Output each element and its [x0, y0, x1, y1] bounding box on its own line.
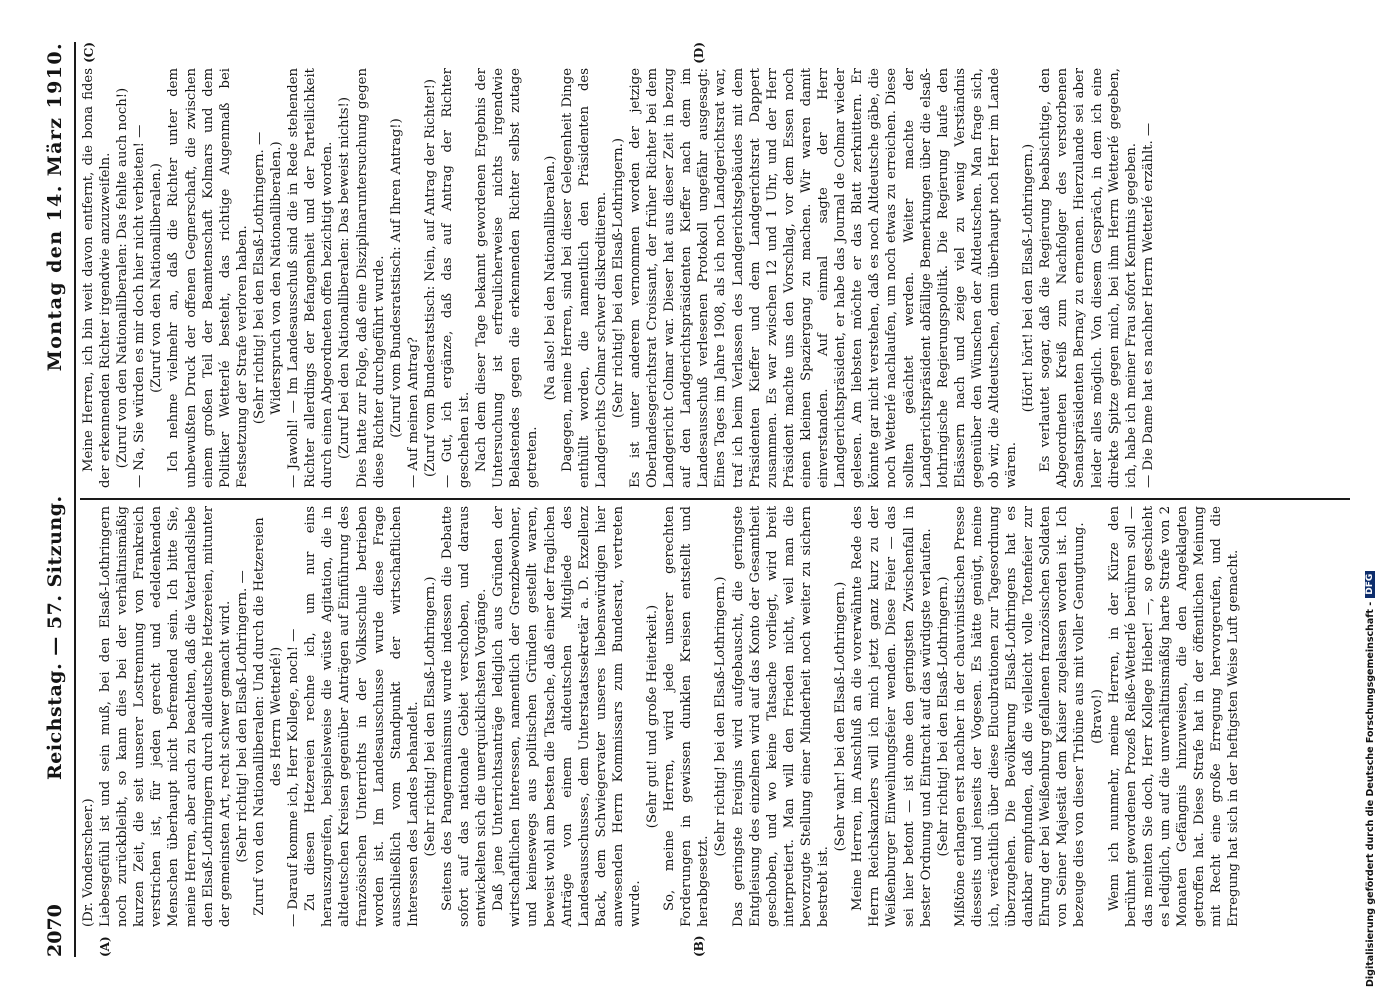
- paragraph: Seitens des Pangermanismus wurde indessen die Debatte sofort auf das nationale Gebiet verschoben, und daraus entwickelten sich die unerquicklichsten Vorgänge.: [439, 506, 490, 927]
- header-rule: [74, 42, 76, 957]
- interjection: (Sehr wahr! bei den Elsaß-Lothringern.): [833, 581, 849, 852]
- paragraph: — Darauf komme ich, Herr Kollege, noch! —: [286, 628, 302, 927]
- paragraph: Das geringste Ereignis wird aufgebauscht, die geringste Entgleisung des einzelnen wird auf das Konto der Gesamtheit geschoben, und wo keine Tatsache vorliegt, wird breit interpretiert. Man will den Frieden nicht, weil man die bevorzugte Stellung einer Minderheit noch weiter zu sichern bestrebt ist.: [730, 506, 832, 927]
- interjection: (Zuruf vom Bundesratstisch: Nein, auf Antrag der Richter!): [422, 78, 438, 478]
- interjection: (Sehr gut! und große Heiterkeit.): [645, 604, 661, 829]
- interjection: (Zuruf von den Nationalliberalen: Das fehlte auch noch!): [115, 87, 131, 469]
- paragraph: Mißtöne erlangen erst nachher in der chauvinistischen Presse diesseits und jenseits der Vogesen. Es hätte genügt, meine ich, verächtlich über diese Elucubrationen zur Tagesordnung überzugehen. Die Bevölkerung Elsaß-Lothringens hat es dankbar empfunden, daß die vielleicht volle Totenfeier zur Ehrung der bei Weißenburg gefallenen französischen Soldaten von Seiner Majestät dem Kaiser zugelassen worden ist. Ich bezeuge dies von dieser Tribüne aus mit voller Genugtuung.: [952, 506, 1088, 927]
- paragraph: Liebesgefühl ist und sein muß, bei den Elsaß-Lothringern noch zurückbleibt, so kann dies bei der verhältnismäßig kurzen Zeit, die seit unserer Lostrennung von Frankreich verstrichen ist, für jeden gerecht und edeldenkenden Menschen überhaupt nicht befremdend sein. Ich bitte Sie, meine Herren, aber auch zu beachten, daß die Vaterlandsliebe den Elsaß-Lothringern durch alldeutsche Hetzereien, mitunter der gemeinsten Art, recht schwer gemacht wird.: [98, 506, 233, 927]
- paragraph: Ich nehme vielmehr an, daß die Richter unter dem unbewußten Druck der offenen Gegnerschaft, die zwischen einem großen Teil der Beamtenschaft Kolmars und dem Politiker Wetterlé besteht, das richtige Augenmaß bei Festsetzung der Strafe verloren haben.: [166, 68, 250, 488]
- paragraph: — Jawohl! — Im Landesausschuß sind die in Rede stehenden Richter allerdings der Befangenheit und der Parteilichkeit durch einen Abgeordneten offen bezichtigt worden.: [286, 68, 336, 488]
- paragraph: Dagegen, meine Herren, sind bei dieser Gelegenheit Dinge enthüllt worden, die namentlich den Präsidenten des Landgerichts Colmar schwer diskreditieren.: [559, 68, 609, 488]
- paragraph: Meine Herren, im Anschluß an die vorerwähnte Rede des Herrn Reichskanzlers will ich mich jetzt ganz kurz zu der Weißenburger Einweihungsfeier wenden. Diese Feier — das sei hier betont — ist ohne den geringsten Zwischenfall in bester Ordnung und Eintracht auf das würdigste verlaufen.: [850, 506, 934, 927]
- paragraph: Es verlautet sogar, daß die Regierung beabsichtige, den Abgeordneten Kreiß zum Nachfolger des verstorbenen Senatspräsidenten Bernay zu ernennen. Hierzulande sei aber leider alles möglich. Von diesem Gespräch, in dem ich eine direkte Spitze gegen mich, bei ihm Herrn Wetterlé gegeben, ich, habe ich meiner Frau sofort Kenntnis gegeben.: [1038, 68, 1139, 488]
- paragraph: Nach dem dieser Tage bekannt gewordenen Ergebnis der Untersuchung ist erfreulicherweise nichts irgendwie Belastendes gegen die erkennenden Richter selbst zutage getreten.: [474, 68, 541, 488]
- interjection: Widerspruch von den Nationalliberalen.): [269, 141, 285, 415]
- interjection: (Bravo!): [1089, 689, 1105, 744]
- running-head: Reichstag. — 57. Sitzung.: [44, 495, 66, 780]
- left-column: [80, 500, 1350, 957]
- paragraph: Es ist unter anderem vernommen worden der jetzige Oberlandesgerichtsrat Croissant, der früher Richter bei dem Landgericht Colmar war. Dieser hat aus dieser Zeit in bezug auf den Landgerichtspräsidenten Kieffer nach dem im Landesausschuß verlesenen Protokoll ungefähr ausgesagt: Eines Tages im Jahre 1908, als ich noch Landgerichtsrat war, traf ich beim Verlassen des Landgerichtsgebäudes mit dem Präsidenten Kieffer und dem Landgerichtsrat Dappert zusammen. Es war zwischen 12 und 1 Uhr, und der Herr Präsident machte uns den Vorschlag, vor dem Essen noch einen kleinen Spaziergang zu machen. Wir waren damit einverstanden. Auf einmal sagte der Herr Landgerichtspräsident, er habe das Journal de Colmar wieder gelesen. Am liebsten möchte er das Blatt zerknittern. Er könnte gar nicht verstehen, daß es noch Altdeutsche gäbe, die noch Wetterlé nachlaufen, um noch etwas zu erreichen. Diese sollten geächtet werden. Weiter machte der Landgerichtspräsident abfällige Bemerkungen über die elsaß-lothringische Regierungspolitik. Die Regierung laufe den Elsässern nach und zeige viel zu wenig Verständnis gegenüber den Wünschen der Altdeutschen. Man frage sich, ob wir, die Altdeutschen, denn überhaupt noch Herr im Lande wären.: [628, 68, 1020, 488]
- interjection: (Sehr richtig! bei den Elsaß-Lothringern. —: [234, 570, 250, 863]
- interjection: (Na also! bei den Nationalliberalen.): [542, 155, 558, 401]
- interjection: (Sehr richtig! bei den Elsaß-Lothringern.): [422, 576, 438, 857]
- interjection: (Zuruf von den Nationalliberalen.): [149, 163, 165, 393]
- paragraph: — Auf meinen Antrag?: [405, 337, 421, 488]
- dfg-logo: DFG: [1365, 571, 1375, 598]
- margin-mark-c: (C): [82, 42, 96, 63]
- funding-notice: Digitalisierung gefördert durch die Deutsche Forschungsgemeinschaft -: [1364, 601, 1376, 987]
- margin-mark-a: (A): [98, 936, 112, 957]
- paragraph: Zu diesen Hetzereien rechne ich, um nur eins herauszugreifen, beispielsweise die wüste Agitation, die in altdeutschen Kreisen gegenüber Anträgen auf Einführung des französischen Unterrichts in der Volksschule betrieben worden ist. Im Landesausschusse wurde diese Frage ausschließlich vom Standpunkt der wirtschaftlichen Interessen des Landes behandelt.: [303, 506, 421, 927]
- paragraph: Dies hatte zur Folge, daß eine Disziplinaruntersuchung gegen diese Richter durchgeführt wurde.: [354, 68, 387, 488]
- interjection: Zuruf von den Nationalliberalen: Und durch die Hetzereien des Herrn Wetterlé!): [251, 517, 285, 916]
- interjection: (Sehr richtig! bei den Elsaß-Lothringern.): [610, 137, 626, 419]
- text-columns: [80, 42, 1350, 957]
- interjection: (Hört! hört! bei den Elsaß-Lothringern.): [1021, 143, 1037, 413]
- interjection: (Sehr richtig! bei den Elsaß-Lothringern.): [935, 576, 951, 857]
- paragraph: — Gut, ich ergänze, daß das auf Antrag der Richter geschehen ist.: [439, 68, 473, 488]
- paragraph: Wenn ich nunmehr, meine Herren, in der Kürze den berühmt gewordenen Prozeß Reiße-Wetterlé berühren soll — das meinten Sie doch, Herr Kollege Hieber! —, so geschieht es lediglich, um auf die unverhältnismäßig harte Strafe von 2 Monaten Gefängnis hinzuweisen, die den Angeklagten getroffen hat. Diese Strafe hat in der öffentlichen Meinung mit Recht eine große Erregung hervorgerufen, und die Erregung hat sich in der heftigsten Weise Luft gemacht.: [1106, 506, 1242, 927]
- paragraph: — Die Dame hat es nachher Herrn Wetterlé erzählt. —: [1140, 122, 1156, 488]
- page-header: [44, 42, 74, 957]
- interjection: (Zuruf bei den Nationalliberalen: Das beweist nichts!): [337, 97, 353, 459]
- session-date: Montag den 14. März 1910.: [44, 42, 66, 372]
- right-column: [80, 42, 1350, 498]
- paragraph: Meine Herren, ich bin weit davon entfernt, die bona fides der erkennenden Richter irgendwie anzuzweifeln.: [81, 68, 114, 488]
- page-number: 2070: [44, 904, 66, 957]
- paragraph: Daß jene Unterrichtsanträge lediglich aus Gründen der wirtschaftlichen Interessen, namentlich der Grenzbewohner, und keineswegs aus politischen Gründen gestellt waren, beweist wohl am besten die Tatsache, daß einer der fraglichen Anträge von einem altdeutschen Mitgliede des Landesausschusses, dem Unterstaatssekretär a. D. Exzellenz Back, dem Schwiegervater unseres liebenswürdigen hier anwesenden Herrn Kommissars zum Bundesrat, vertreten wurde.: [491, 506, 643, 927]
- interjection: (Sehr richtig! bei den Elsaß-Lothringern.): [713, 576, 729, 857]
- interjection: (Zuruf vom Bundesratstisch: Auf Ihren Antrag!): [388, 118, 404, 438]
- rotated-page: [38, 32, 1363, 967]
- digitization-sidebar: [1359, 12, 1381, 987]
- margin-mark-d: (D): [692, 42, 706, 64]
- paragraph: — Na, Sie würden es mir doch hier nicht verbieten! —: [132, 124, 148, 488]
- speaker-line: (Dr. Vonderscheer.): [81, 798, 96, 927]
- interjection: (Sehr richtig! bei den Elsaß-Lothringern. —: [251, 131, 267, 425]
- paragraph: So, meine Herren, wird jede unserer gerechten Forderungen in gewissen dunklen Kreisen entstellt und herabgesetzt.: [662, 506, 712, 927]
- margin-mark-b: (B): [692, 935, 706, 957]
